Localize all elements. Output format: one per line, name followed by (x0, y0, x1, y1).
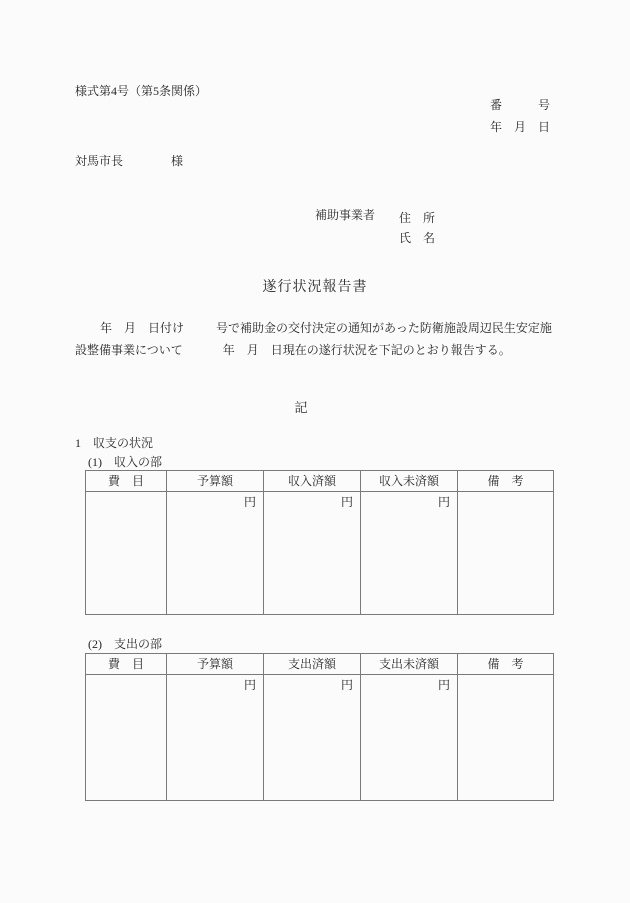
subsection-income-heading: (1) 収入の部 (88, 455, 162, 469)
section-1-heading: 1 収支の状況 (75, 436, 154, 450)
expense-cell-item (86, 675, 167, 801)
income-header-remarks: 備 考 (458, 471, 554, 492)
income-table-header-row (86, 471, 554, 492)
notice-marker: 記 (294, 400, 308, 415)
body-paragraph-line1 (100, 321, 552, 335)
expense-header-item: 費 目 (86, 654, 167, 675)
income-header-outstanding: 収入未済額 (361, 471, 458, 492)
expense-cell-budget: 円 (167, 675, 264, 801)
document-number-date-block (490, 94, 550, 138)
income-cell-received: 円 (264, 492, 361, 615)
income-header-item: 費 目 (86, 471, 167, 492)
document-date-label: 年 月 日 (489, 120, 550, 134)
income-cell-remarks (458, 492, 554, 615)
body-date-blank: 年 月 日付け (100, 321, 185, 335)
body-paragraph-line2 (75, 343, 511, 357)
income-cell-budget: 円 (167, 492, 264, 615)
subsidized-party-fields (399, 208, 435, 248)
address-label: 住 所 (399, 211, 436, 225)
income-table (85, 470, 554, 615)
document-number-label: 番 号 (489, 98, 550, 112)
addressee-line: 対馬市長 様 (75, 154, 184, 168)
body-line2-text: 年 月 日現在の遂行状況を下記のとおり報告する。 (222, 343, 511, 357)
income-cell-item (86, 492, 167, 615)
expense-header-remarks: 備 考 (458, 654, 554, 675)
expense-table (85, 653, 554, 801)
form-reference-label: 様式第4号（第5条関係） (75, 84, 208, 98)
income-header-budget: 予算額 (167, 471, 264, 492)
income-header-received: 収入済額 (264, 471, 361, 492)
income-cell-outstanding: 円 (361, 492, 458, 615)
name-label: 氏 名 (399, 231, 436, 245)
page-title: 遂行状況報告書 (262, 280, 368, 295)
expense-cell-paid: 円 (264, 675, 361, 801)
expense-cell-remarks (458, 675, 554, 801)
income-table-row (86, 492, 554, 615)
subsection-expense-heading: (2) 支出の部 (88, 637, 162, 651)
subsidized-party-block (315, 208, 435, 248)
expense-table-row (86, 675, 554, 801)
expense-cell-outstanding: 円 (361, 675, 458, 801)
body-line1-text: 号で補助金の交付決定の通知があった防衛施設周辺民生安定施 (216, 321, 552, 335)
expense-table-header-row (86, 654, 554, 675)
body-line2-lead: 設整備事業について (75, 343, 183, 357)
expense-header-paid: 支出済額 (264, 654, 361, 675)
expense-header-outstanding: 支出未済額 (361, 654, 458, 675)
subsidized-party-label: 補助事業者 (315, 208, 376, 222)
expense-header-budget: 予算額 (167, 654, 264, 675)
